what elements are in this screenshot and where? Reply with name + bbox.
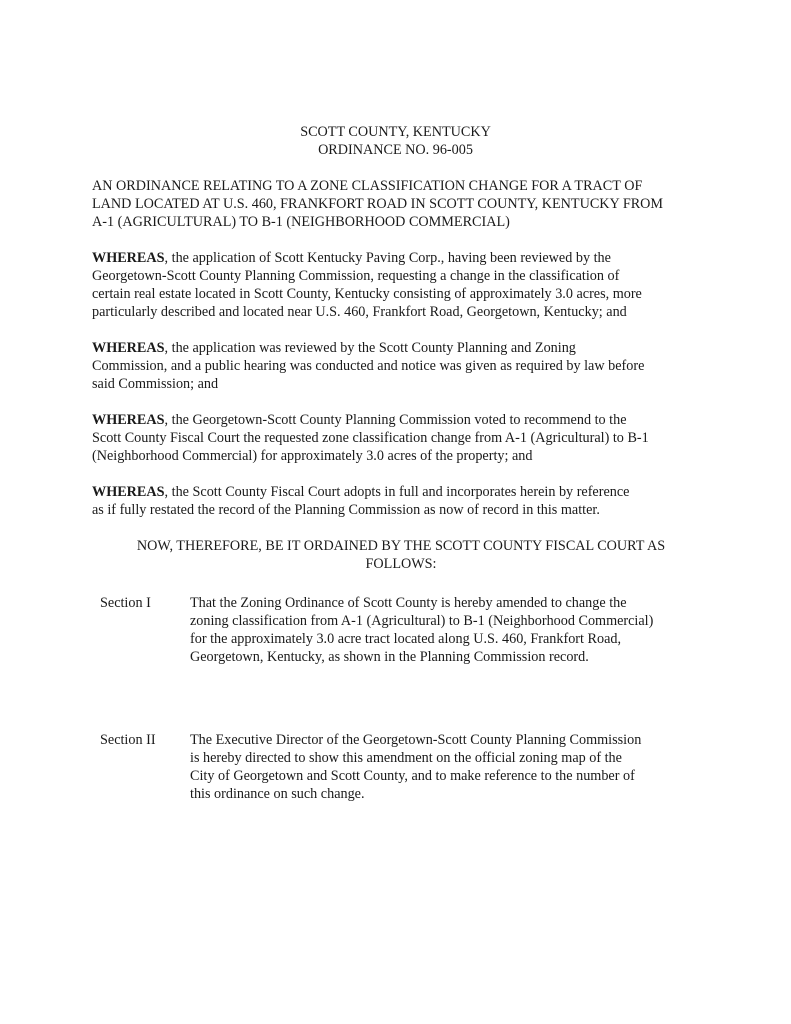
ordinance-title-line: AN ORDINANCE RELATING TO A ZONE CLASSIFICATION CHANGE FOR A TRACT OF: [92, 178, 643, 194]
ordinance-title-line: LAND LOCATED AT U.S. 460, FRANKFORT ROAD IN SCOTT COUNTY, KENTUCKY FROM: [92, 196, 664, 212]
whereas-clause-2: [92, 339, 710, 393]
clause-text: , the Georgetown-Scott County Planning Commission voted to recommend to the: [164, 412, 627, 428]
clause-line: [92, 411, 710, 429]
section-2: [100, 731, 720, 811]
section-line: Georgetown, Kentucky, as shown in the Planning Commission record.: [190, 649, 589, 665]
county-title: SCOTT COUNTY, KENTUCKY: [300, 124, 491, 140]
clause-line: particularly described and located near U.S. 460, Frankfort Road, Georgetown, Kentucky; and: [92, 304, 627, 320]
clause-line: Commission, and a public hearing was conducted and notice was given as required by law before: [92, 358, 645, 374]
section-label: Section II: [100, 732, 156, 748]
section-line: The Executive Director of the Georgetown-Scott County Planning Commission: [190, 732, 642, 748]
section-line: is hereby directed to show this amendment on the official zoning map of the: [190, 750, 622, 766]
clause-line: [92, 483, 710, 501]
whereas-keyword: WHEREAS: [92, 250, 165, 266]
clause-text: , the Scott County Fiscal Court adopts in full and incorporates herein by reference: [164, 484, 630, 500]
clause-line: [92, 249, 710, 267]
clause-line: Georgetown-Scott County Planning Commission, requesting a change in the classification of: [92, 268, 620, 284]
clause-line: as if fully restated the record of the Planning Commission as now of record in this matter.: [92, 502, 600, 518]
clause-line: certain real estate located in Scott County, Kentucky consisting of approximately 3.0 acres, more: [92, 286, 642, 302]
whereas-keyword: WHEREAS: [92, 340, 165, 356]
section-line: zoning classification from A-1 (Agricultural) to B-1 (Neighborhood Commercial): [190, 613, 654, 629]
section-line: That the Zoning Ordinance of Scott County is hereby amended to change the: [190, 595, 627, 611]
clause-text: , the application was reviewed by the Scott County Planning and Zoning: [164, 340, 576, 356]
clause-line: [92, 339, 710, 357]
section-label: Section I: [100, 595, 151, 611]
section-line: this ordinance on such change.: [190, 786, 365, 802]
whereas-keyword: WHEREAS: [92, 412, 165, 428]
section-body: [190, 731, 710, 803]
ordained-line: NOW, THEREFORE, BE IT ORDAINED BY THE SCOTT COUNTY FISCAL COURT AS: [136, 538, 666, 554]
ordinance-number: ORDINANCE NO. 96-005: [318, 142, 473, 158]
clause-line: (Neighborhood Commercial) for approximately 3.0 acres of the property; and: [92, 448, 533, 464]
section-body: [190, 594, 710, 666]
whereas-clause-3: [92, 411, 710, 465]
ordinance-title-line: A-1 (AGRICULTURAL) TO B-1 (NEIGHBORHOOD COMMERCIAL): [92, 214, 510, 230]
section-line: for the approximately 3.0 acre tract located along U.S. 460, Frankfort Road,: [190, 631, 622, 647]
clause-text: , the application of Scott Kentucky Paving Corp., having been reviewed by the: [164, 250, 611, 266]
section-line: City of Georgetown and Scott County, and to make reference to the number of: [190, 768, 635, 784]
ordinance-title: [92, 177, 710, 231]
ordained-line: FOLLOWS:: [365, 556, 437, 572]
clause-line: Scott County Fiscal Court the requested zone classification change from A-1 (Agricultural) to B-1: [92, 430, 649, 446]
whereas-clause-1: [92, 249, 710, 321]
clause-line: said Commission; and: [92, 376, 219, 392]
whereas-clause-4: [92, 483, 710, 519]
whereas-keyword: WHEREAS: [92, 484, 165, 500]
section-1: [100, 594, 720, 674]
document-heading: [0, 123, 791, 159]
ordained-statement: [92, 537, 710, 573]
